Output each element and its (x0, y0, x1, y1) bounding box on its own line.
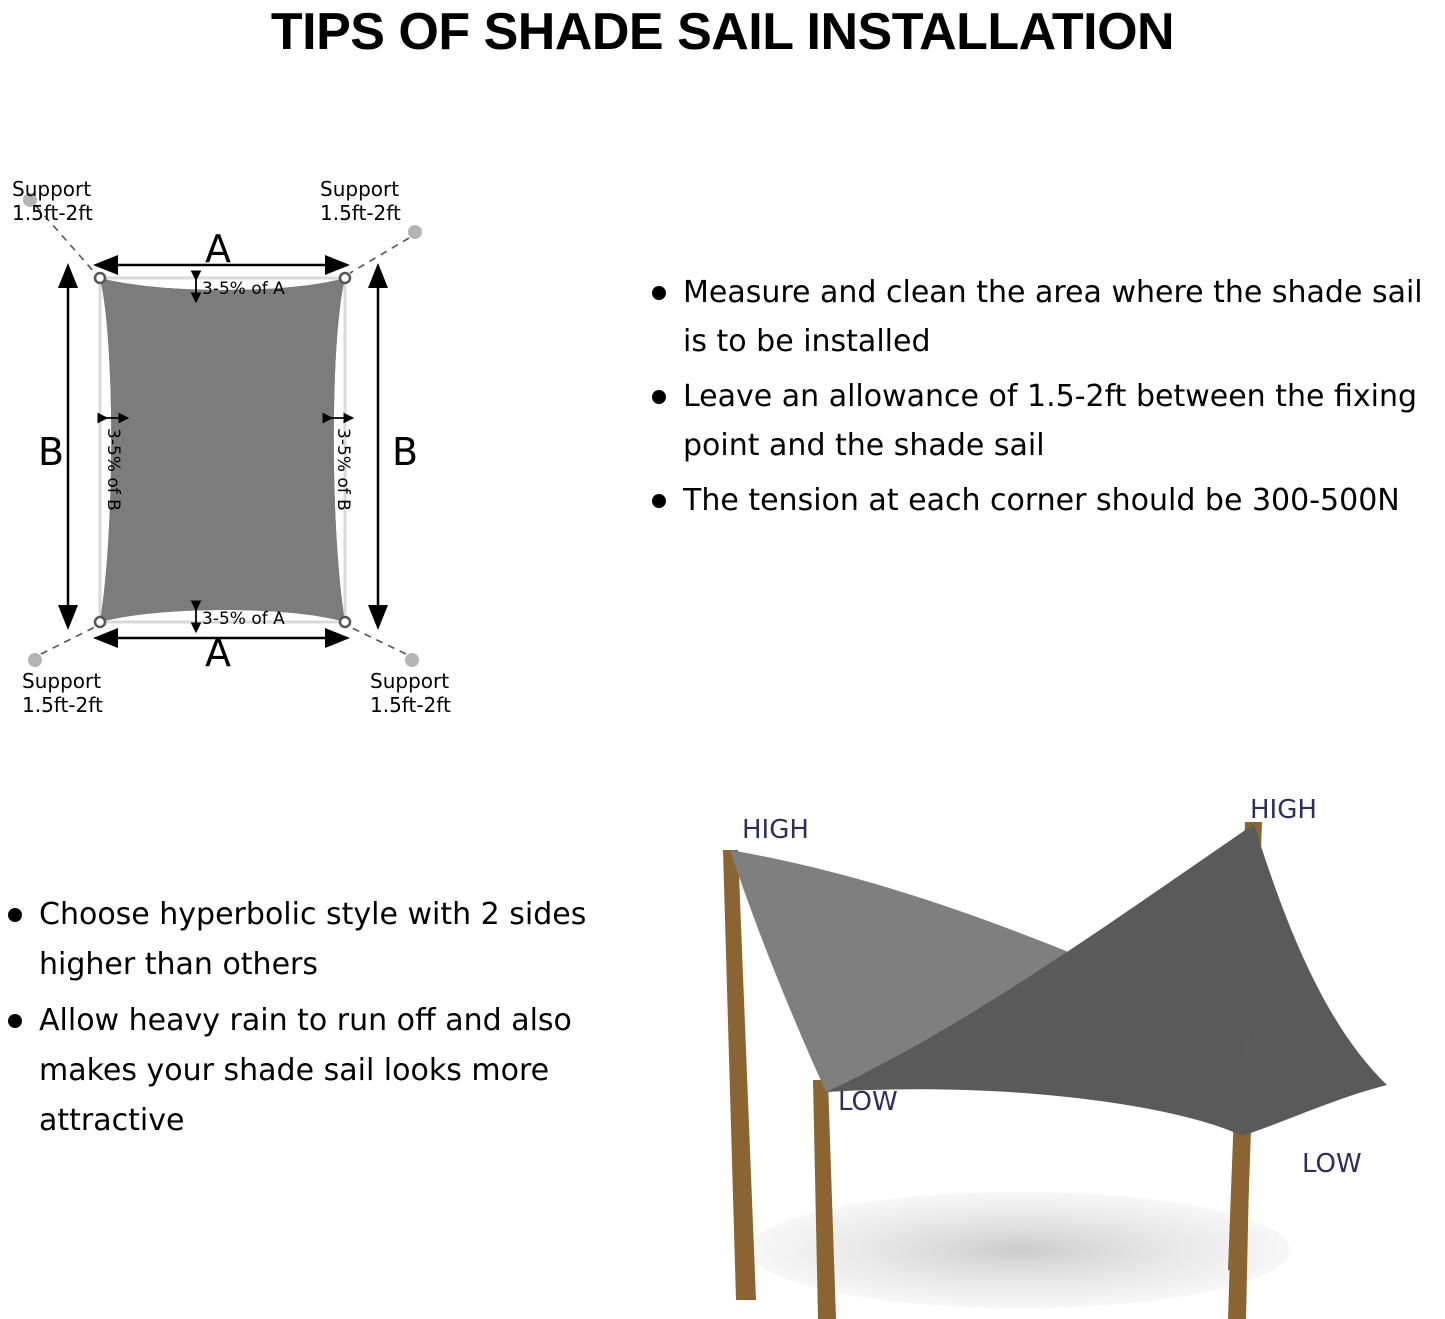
hyperbolic-sail-diagram (630, 780, 1445, 1319)
sag-label-top: 3-5% of A (202, 279, 285, 299)
tips-list-bottom (8, 890, 618, 1152)
support-label-top-left-line2: 1.5ft-2ft (12, 201, 93, 225)
support-label-top-left-line1: Support (12, 177, 92, 201)
post-front-right (1228, 1132, 1250, 1319)
list-item (8, 996, 618, 1146)
dimension-top: A (205, 227, 231, 271)
label-low-left: LOW (838, 1087, 898, 1117)
list-item (652, 268, 1442, 366)
sag-label-bottom: 3-5% of A (202, 609, 285, 629)
support-label-bottom-left-line2: 1.5ft-2ft (22, 693, 103, 717)
dimension-right: B (392, 430, 419, 474)
list-item-label: Leave an allowance of 1.5-2ft between the fixing point and the shade sail (683, 379, 1418, 463)
page-title: TIPS OF SHADE SAIL INSTALLATION (270, 3, 1175, 61)
label-high-right: HIGH (1250, 795, 1317, 825)
list-item-label: The tension at each corner should be 300-500N (683, 483, 1400, 518)
dimension-bottom: A (205, 631, 231, 675)
bullet-icon (652, 286, 666, 300)
post-back-left (723, 850, 756, 1300)
bullet-icon (652, 390, 666, 404)
list-item-label: Allow heavy rain to run off and also makes your shade sail looks more attractive (39, 1003, 572, 1138)
sag-label-right: 3-5% of B (333, 428, 353, 511)
dimension-left: B (38, 430, 65, 474)
list-item (652, 372, 1442, 470)
rectangle-sail-diagram (0, 170, 650, 730)
label-high-left: HIGH (742, 815, 809, 845)
label-low-right: LOW (1302, 1149, 1362, 1179)
tips-list-right (652, 268, 1442, 531)
list-item (652, 476, 1442, 525)
bullet-icon (8, 1014, 22, 1028)
sail-panel-dark-tail (1242, 824, 1387, 1136)
bullet-icon (652, 494, 666, 508)
support-label-bottom-right-line1: Support (370, 669, 450, 693)
support-label-bottom-right-line2: 1.5ft-2ft (370, 693, 451, 717)
sag-label-left: 3-5% of B (103, 428, 123, 511)
list-item (8, 890, 618, 990)
list-item-label: Choose hyperbolic style with 2 sides higher than others (39, 897, 587, 982)
list-item-label: Measure and clean the area where the shade sail is to be installed (683, 275, 1423, 359)
support-label-bottom-left-line1: Support (22, 669, 102, 693)
support-label-top-right-line2: 1.5ft-2ft (320, 201, 401, 225)
bullet-icon (8, 908, 22, 922)
support-label-top-right-line1: Support (320, 177, 400, 201)
